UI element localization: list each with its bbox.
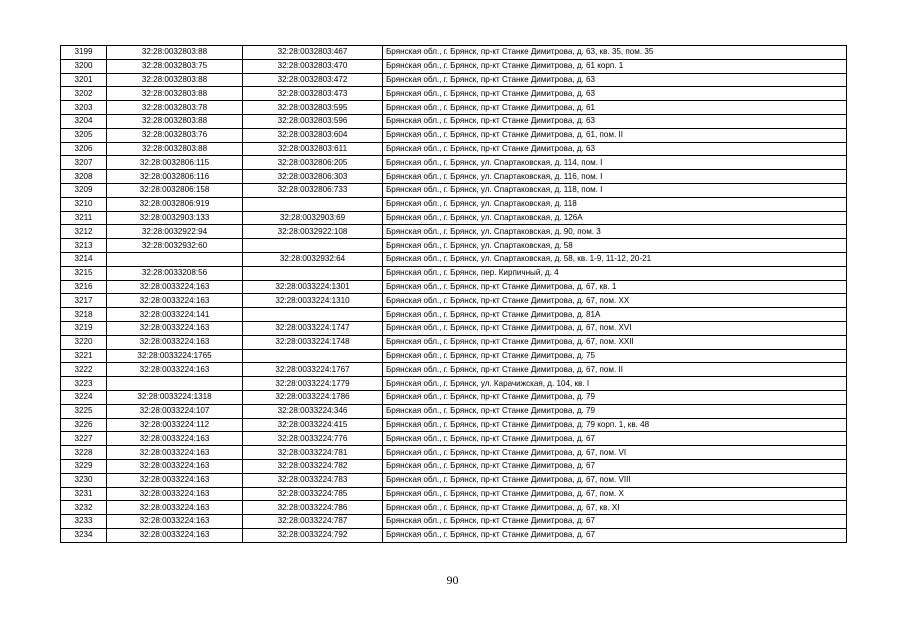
table-row bbox=[61, 321, 847, 335]
row-number-cell: 3208 bbox=[61, 170, 107, 184]
source-cadastral-number-cell: 32:28:0032806:115 bbox=[107, 156, 243, 170]
object-cadastral-number-cell: 32:28:0032806:205 bbox=[243, 156, 383, 170]
source-cadastral-number-cell: 32:28:0033224:141 bbox=[107, 308, 243, 322]
object-cadastral-number-cell: 32:28:0032803:472 bbox=[243, 73, 383, 87]
source-cadastral-number-cell: 32:28:0032922:94 bbox=[107, 225, 243, 239]
table-row bbox=[61, 487, 847, 501]
object-cadastral-number-cell bbox=[243, 349, 383, 363]
object-cadastral-number-cell: 32:28:0033224:783 bbox=[243, 473, 383, 487]
records-table bbox=[60, 45, 847, 543]
object-cadastral-number-cell: 32:28:0033224:1786 bbox=[243, 390, 383, 404]
address-cell: Брянская обл., г. Брянск, пр-кт Станке Димитрова, д. 67, пом. XX bbox=[383, 294, 847, 308]
address-cell: Брянская обл., г. Брянск, пр-кт Станке Димитрова, д. 63, кв. 35, пом. 35 bbox=[383, 46, 847, 60]
address-cell: Брянская обл., г. Брянск, ул. Спартаковская, д. 118 bbox=[383, 197, 847, 211]
source-cadastral-number-cell: 32:28:0033224:163 bbox=[107, 294, 243, 308]
table-row bbox=[61, 183, 847, 197]
source-cadastral-number-cell: 32:28:0033224:163 bbox=[107, 487, 243, 501]
row-number-cell: 3225 bbox=[61, 404, 107, 418]
address-cell: Брянская обл., г. Брянск, пр-кт Станке Димитрова, д. 67, пом. VI bbox=[383, 446, 847, 460]
row-number-cell: 3210 bbox=[61, 197, 107, 211]
object-cadastral-number-cell: 32:28:0032806:733 bbox=[243, 183, 383, 197]
table-row bbox=[61, 170, 847, 184]
table-row bbox=[61, 308, 847, 322]
address-cell: Брянская обл., г. Брянск, пр-кт Станке Димитрова, д. 67, пом. II bbox=[383, 363, 847, 377]
source-cadastral-number-cell: 32:28:0033224:163 bbox=[107, 528, 243, 542]
row-number-cell: 3227 bbox=[61, 432, 107, 446]
row-number-cell: 3199 bbox=[61, 46, 107, 60]
address-cell: Брянская обл., г. Брянск, пр-кт Станке Димитрова, д. 61 bbox=[383, 101, 847, 115]
row-number-cell: 3209 bbox=[61, 183, 107, 197]
source-cadastral-number-cell: 32:28:0032803:88 bbox=[107, 73, 243, 87]
address-cell: Брянская обл., г. Брянск, пр-кт Станке Димитрова, д. 63 bbox=[383, 73, 847, 87]
object-cadastral-number-cell: 32:28:0033224:415 bbox=[243, 418, 383, 432]
object-cadastral-number-cell: 32:28:0033224:781 bbox=[243, 446, 383, 460]
source-cadastral-number-cell: 32:28:0033224:163 bbox=[107, 515, 243, 529]
table-row bbox=[61, 197, 847, 211]
address-cell: Брянская обл., г. Брянск, пр-кт Станке Димитрова, д. 63 bbox=[383, 87, 847, 101]
row-number-cell: 3220 bbox=[61, 335, 107, 349]
row-number-cell: 3205 bbox=[61, 128, 107, 142]
source-cadastral-number-cell: 32:28:0032803:76 bbox=[107, 128, 243, 142]
address-cell: Брянская обл., г. Брянск, ул. Спартаковская, д. 114, пом. I bbox=[383, 156, 847, 170]
row-number-cell: 3201 bbox=[61, 73, 107, 87]
source-cadastral-number-cell bbox=[107, 252, 243, 266]
object-cadastral-number-cell: 32:28:0033224:1310 bbox=[243, 294, 383, 308]
object-cadastral-number-cell: 32:28:0033224:776 bbox=[243, 432, 383, 446]
row-number-cell: 3231 bbox=[61, 487, 107, 501]
address-cell: Брянская обл., г. Брянск, пр-кт Станке Димитрова, д. 63 bbox=[383, 114, 847, 128]
table-row bbox=[61, 363, 847, 377]
source-cadastral-number-cell: 32:28:0032803:88 bbox=[107, 142, 243, 156]
object-cadastral-number-cell: 32:28:0032803:604 bbox=[243, 128, 383, 142]
row-number-cell: 3222 bbox=[61, 363, 107, 377]
table-row bbox=[61, 446, 847, 460]
object-cadastral-number-cell bbox=[243, 308, 383, 322]
source-cadastral-number-cell: 32:28:0032803:75 bbox=[107, 59, 243, 73]
address-cell: Брянская обл., г. Брянск, пр-кт Станке Димитрова, д. 79 bbox=[383, 390, 847, 404]
address-cell: Брянская обл., г. Брянск, ул. Спартаковская, д. 58 bbox=[383, 239, 847, 253]
source-cadastral-number-cell: 32:28:0032803:88 bbox=[107, 87, 243, 101]
address-cell: Брянская обл., г. Брянск, пр-кт Станке Димитрова, д. 67 bbox=[383, 515, 847, 529]
object-cadastral-number-cell: 32:28:0033224:787 bbox=[243, 515, 383, 529]
table-row bbox=[61, 390, 847, 404]
address-cell: Брянская обл., г. Брянск, пр-кт Станке Димитрова, д. 75 bbox=[383, 349, 847, 363]
row-number-cell: 3221 bbox=[61, 349, 107, 363]
table-row bbox=[61, 280, 847, 294]
table-row bbox=[61, 459, 847, 473]
table-row bbox=[61, 252, 847, 266]
address-cell: Брянская обл., г. Брянск, пр-кт Станке Димитрова, д. 81А bbox=[383, 308, 847, 322]
row-number-cell: 3217 bbox=[61, 294, 107, 308]
address-cell: Брянская обл., г. Брянск, пр-кт Станке Димитрова, д. 79 bbox=[383, 404, 847, 418]
table-row bbox=[61, 515, 847, 529]
address-cell: Брянская обл., г. Брянск, ул. Спартаковская, д. 118, пом. I bbox=[383, 183, 847, 197]
table-row bbox=[61, 73, 847, 87]
source-cadastral-number-cell: 32:28:0032803:88 bbox=[107, 46, 243, 60]
address-cell: Брянская обл., г. Брянск, пр-кт Станке Димитрова, д. 63 bbox=[383, 142, 847, 156]
source-cadastral-number-cell bbox=[107, 377, 243, 391]
table-row bbox=[61, 377, 847, 391]
source-cadastral-number-cell: 32:28:0032903:133 bbox=[107, 211, 243, 225]
address-cell: Брянская обл., г. Брянск, пр-кт Станке Димитрова, д. 67, кв. 1 bbox=[383, 280, 847, 294]
row-number-cell: 3233 bbox=[61, 515, 107, 529]
row-number-cell: 3214 bbox=[61, 252, 107, 266]
object-cadastral-number-cell: 32:28:0032932:64 bbox=[243, 252, 383, 266]
row-number-cell: 3228 bbox=[61, 446, 107, 460]
table-row bbox=[61, 349, 847, 363]
row-number-cell: 3226 bbox=[61, 418, 107, 432]
row-number-cell: 3218 bbox=[61, 308, 107, 322]
table-row bbox=[61, 211, 847, 225]
table-row bbox=[61, 294, 847, 308]
address-cell: Брянская обл., г. Брянск, пр-кт Станке Димитрова, д. 61 корп. 1 bbox=[383, 59, 847, 73]
source-cadastral-number-cell: 32:28:0033224:107 bbox=[107, 404, 243, 418]
address-cell: Брянская обл., г. Брянск, пр-кт Станке Димитрова, д. 67, пом. XXII bbox=[383, 335, 847, 349]
object-cadastral-number-cell: 32:28:0033224:1748 bbox=[243, 335, 383, 349]
address-cell: Брянская обл., г. Брянск, пр-кт Станке Димитрова, д. 67 bbox=[383, 432, 847, 446]
object-cadastral-number-cell: 32:28:0032803:470 bbox=[243, 59, 383, 73]
row-number-cell: 3223 bbox=[61, 377, 107, 391]
table-row bbox=[61, 266, 847, 280]
row-number-cell: 3204 bbox=[61, 114, 107, 128]
table-row bbox=[61, 142, 847, 156]
row-number-cell: 3206 bbox=[61, 142, 107, 156]
object-cadastral-number-cell: 32:28:0033224:782 bbox=[243, 459, 383, 473]
row-number-cell: 3234 bbox=[61, 528, 107, 542]
source-cadastral-number-cell: 32:28:0033208:56 bbox=[107, 266, 243, 280]
object-cadastral-number-cell: 32:28:0032806:303 bbox=[243, 170, 383, 184]
table-row bbox=[61, 473, 847, 487]
object-cadastral-number-cell: 32:28:0032803:596 bbox=[243, 114, 383, 128]
source-cadastral-number-cell: 32:28:0032806:158 bbox=[107, 183, 243, 197]
source-cadastral-number-cell: 32:28:0032806:116 bbox=[107, 170, 243, 184]
row-number-cell: 3230 bbox=[61, 473, 107, 487]
source-cadastral-number-cell: 32:28:0033224:163 bbox=[107, 501, 243, 515]
source-cadastral-number-cell: 32:28:0032803:78 bbox=[107, 101, 243, 115]
source-cadastral-number-cell: 32:28:0033224:163 bbox=[107, 335, 243, 349]
row-number-cell: 3212 bbox=[61, 225, 107, 239]
source-cadastral-number-cell: 32:28:0033224:163 bbox=[107, 473, 243, 487]
address-cell: Брянская обл., г. Брянск, ул. Карачижская, д. 104, кв. I bbox=[383, 377, 847, 391]
row-number-cell: 3213 bbox=[61, 239, 107, 253]
source-cadastral-number-cell: 32:28:0033224:163 bbox=[107, 432, 243, 446]
object-cadastral-number-cell: 32:28:0032803:595 bbox=[243, 101, 383, 115]
source-cadastral-number-cell: 32:28:0032803:88 bbox=[107, 114, 243, 128]
table-row bbox=[61, 156, 847, 170]
table-row bbox=[61, 46, 847, 60]
address-cell: Брянская обл., г. Брянск, пр-кт Станке Димитрова, д. 67 bbox=[383, 528, 847, 542]
source-cadastral-number-cell: 32:28:0033224:163 bbox=[107, 280, 243, 294]
row-number-cell: 3200 bbox=[61, 59, 107, 73]
object-cadastral-number-cell: 32:28:0032803:473 bbox=[243, 87, 383, 101]
row-number-cell: 3202 bbox=[61, 87, 107, 101]
row-number-cell: 3211 bbox=[61, 211, 107, 225]
source-cadastral-number-cell: 32:28:0032932:60 bbox=[107, 239, 243, 253]
table-row bbox=[61, 335, 847, 349]
table-row bbox=[61, 101, 847, 115]
source-cadastral-number-cell: 32:28:0033224:112 bbox=[107, 418, 243, 432]
object-cadastral-number-cell: 32:28:0032803:611 bbox=[243, 142, 383, 156]
row-number-cell: 3229 bbox=[61, 459, 107, 473]
table-row bbox=[61, 404, 847, 418]
row-number-cell: 3207 bbox=[61, 156, 107, 170]
source-cadastral-number-cell: 32:28:0033224:163 bbox=[107, 459, 243, 473]
address-cell: Брянская обл., г. Брянск, ул. Спартаковская, д. 116, пом. I bbox=[383, 170, 847, 184]
address-cell: Брянская обл., г. Брянск, пр-кт Станке Димитрова, д. 67 bbox=[383, 459, 847, 473]
table-row bbox=[61, 239, 847, 253]
source-cadastral-number-cell: 32:28:0033224:163 bbox=[107, 363, 243, 377]
object-cadastral-number-cell: 32:28:0033224:346 bbox=[243, 404, 383, 418]
table-row bbox=[61, 59, 847, 73]
source-cadastral-number-cell: 32:28:0033224:1765 bbox=[107, 349, 243, 363]
object-cadastral-number-cell: 32:28:0032922:108 bbox=[243, 225, 383, 239]
object-cadastral-number-cell: 32:28:0033224:792 bbox=[243, 528, 383, 542]
address-cell: Брянская обл., г. Брянск, пр-кт Станке Димитрова, д. 61, пом. II bbox=[383, 128, 847, 142]
table-row bbox=[61, 225, 847, 239]
row-number-cell: 3216 bbox=[61, 280, 107, 294]
source-cadastral-number-cell: 32:28:0033224:163 bbox=[107, 446, 243, 460]
object-cadastral-number-cell bbox=[243, 239, 383, 253]
object-cadastral-number-cell: 32:28:0033224:786 bbox=[243, 501, 383, 515]
address-cell: Брянская обл., г. Брянск, ул. Спартаковская, д. 58, кв. 1-9, 11-12, 20-21 bbox=[383, 252, 847, 266]
address-cell: Брянская обл., г. Брянск, пр-кт Станке Димитрова, д. 79 корп. 1, кв. 48 bbox=[383, 418, 847, 432]
object-cadastral-number-cell: 32:28:0033224:1301 bbox=[243, 280, 383, 294]
source-cadastral-number-cell: 32:28:0033224:163 bbox=[107, 321, 243, 335]
source-cadastral-number-cell: 32:28:0032806:919 bbox=[107, 197, 243, 211]
table-row bbox=[61, 114, 847, 128]
row-number-cell: 3203 bbox=[61, 101, 107, 115]
table-row bbox=[61, 432, 847, 446]
object-cadastral-number-cell: 32:28:0032803:467 bbox=[243, 46, 383, 60]
object-cadastral-number-cell: 32:28:0033224:1747 bbox=[243, 321, 383, 335]
source-cadastral-number-cell: 32:28:0033224:1318 bbox=[107, 390, 243, 404]
row-number-cell: 3232 bbox=[61, 501, 107, 515]
object-cadastral-number-cell: 32:28:0033224:1767 bbox=[243, 363, 383, 377]
object-cadastral-number-cell: 32:28:0033224:785 bbox=[243, 487, 383, 501]
address-cell: Брянская обл., г. Брянск, ул. Спартаковская, д. 90, пом. 3 bbox=[383, 225, 847, 239]
table-row bbox=[61, 87, 847, 101]
object-cadastral-number-cell bbox=[243, 266, 383, 280]
address-cell: Брянская обл., г. Брянск, пр-кт Станке Димитрова, д. 67, пом. VIII bbox=[383, 473, 847, 487]
address-cell: Брянская обл., г. Брянск, пр-кт Станке Димитрова, д. 67, пом. X bbox=[383, 487, 847, 501]
table-row bbox=[61, 501, 847, 515]
row-number-cell: 3215 bbox=[61, 266, 107, 280]
address-cell: Брянская обл., г. Брянск, ул. Спартаковская, д. 126А bbox=[383, 211, 847, 225]
table-row bbox=[61, 418, 847, 432]
page-number: 90 bbox=[446, 573, 459, 587]
table-row bbox=[61, 528, 847, 542]
row-number-cell: 3224 bbox=[61, 390, 107, 404]
object-cadastral-number-cell bbox=[243, 197, 383, 211]
table-row bbox=[61, 128, 847, 142]
records-table-body bbox=[61, 46, 847, 543]
row-number-cell: 3219 bbox=[61, 321, 107, 335]
address-cell: Брянская обл., г. Брянск, пр-кт Станке Димитрова, д. 67, пом. XVI bbox=[383, 321, 847, 335]
address-cell: Брянская обл., г. Брянск, пер. Кирпичный, д. 4 bbox=[383, 266, 847, 280]
object-cadastral-number-cell: 32:28:0032903:69 bbox=[243, 211, 383, 225]
object-cadastral-number-cell: 32:28:0033224:1779 bbox=[243, 377, 383, 391]
address-cell: Брянская обл., г. Брянск, пр-кт Станке Димитрова, д. 67, кв. XI bbox=[383, 501, 847, 515]
